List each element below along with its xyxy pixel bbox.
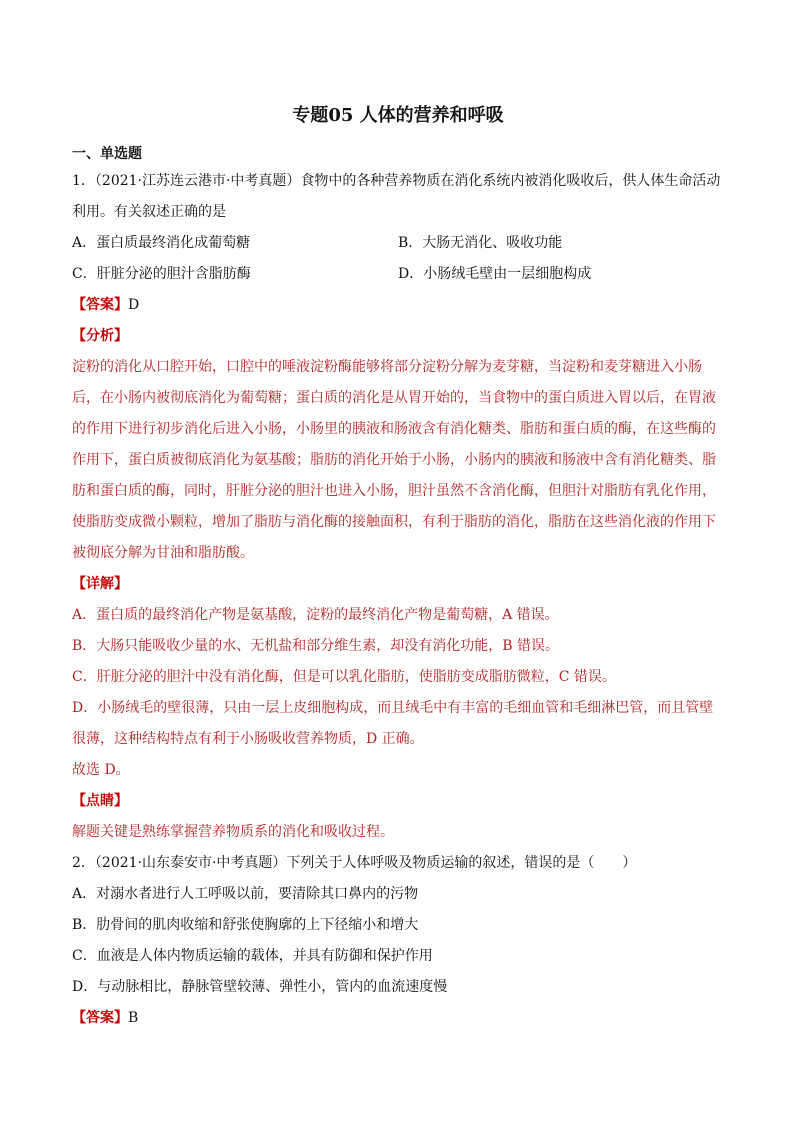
section-heading: 一、单选题 [72,146,142,162]
option-d: D．小肠绒毛壁由一层细胞构成 [398,266,592,282]
analysis-text: 淀粉的消化从口腔开始，口腔中的唾液淀粉酶能够将部分淀粉分解为麦芽糖，当淀粉和麦芽糖进入小肠后，在小肠内被彻底消化为葡萄糖；蛋白质的消化是从胃开始的，当食物中的蛋白质进入胃以后，在胃液的作用下进行初步消化后进入小肠，小肠里的胰液和肠液含有消化糖类、脂肪和蛋白质的酶，在这些酶的作用下，蛋白质被彻底消化为氨基酸；脂肪的消化开始于小肠，小肠内的胰液和肠液中含有消化糖类、脂肪和蛋白质的酶，同时，肝脏分泌的胆汁也进入小肠，胆汁虽然不含消化酶，但胆汁对脂肪有乳化作用，使脂肪变成微小颗粒，增加了脂肪与消化酶的接触面积，有利于脂肪的消化，脂肪在这些消化液的作用下被彻底分解为甘油和脂肪酸。 [72,359,716,561]
q2-option-b: B．肋骨间的肌肉收缩和舒张使胸廓的上下径缩小和增大 [72,917,419,933]
answer-label: 【答案】 [72,1010,128,1026]
document-content [72,98,724,1034]
detail-b: B．大肠只能吸收少量的水、无机盐和部分维生素，却没有消化功能，B 错误。 [72,638,560,654]
q2-option-a: A．对溺水者进行人工呼吸以前，要清除其口鼻内的污物 [72,886,419,902]
question-1-stem: 1．（2021·江苏连云港市·中考真题）食物中的各种营养物质在消化系统内被消化吸收后，供人体生命活动利用。有关叙述正确的是 [72,173,721,220]
conclusion-text: 故选 D。 [72,762,130,778]
question-1-answer [72,290,724,321]
question-2-stem: 2．（2021·山东泰安市·中考真题）下列关于人体呼吸及物质运输的叙述，错误的是（ ） [72,855,637,871]
option-c: C．肝脏分泌的胆汁含脂肪酶 [72,266,251,282]
detail-d: D．小肠绒毛的壁很薄，只由一层上皮细胞构成，而且绒毛中有丰富的毛细血管和毛细淋巴管，而且管壁很薄，这种结构特点有利于小肠吸收营养物质，D 正确。 [72,700,714,747]
detail-c: C．肝脏分泌的胆汁中没有消化酶，但是可以乳化脂肪，使脂肪变成脂肪微粒，C 错误。 [72,669,616,685]
q2-option-d: D．与动脉相比，静脉管壁较薄、弹性小，管内的血流速度慢 [72,979,448,995]
q2-option-c: C．血液是人体内物质运输的载体，并具有防御和保护作用 [72,948,433,964]
answer-value: B [128,1010,139,1026]
analysis-label: 【分析】 [72,328,128,344]
detail-a: A．蛋白质的最终消化产物是氨基酸，淀粉的最终消化产物是葡萄糖，A 错误。 [72,607,559,623]
option-a: A．蛋白质最终消化成葡萄糖 [72,235,251,251]
option-b: B．大肠无消化、吸收功能 [398,235,563,251]
question-1-options [72,228,724,290]
question-2-answer [72,1003,724,1034]
answer-label: 【答案】 [72,297,128,313]
page-title: 专题05 人体的营养和呼吸 [292,105,504,126]
detail-label: 【详解】 [72,576,128,592]
tip-label: 【点睛】 [72,793,128,809]
tip-text: 解题关键是熟练掌握营养物质系的消化和吸收过程。 [72,824,394,840]
answer-value: D [128,297,140,313]
